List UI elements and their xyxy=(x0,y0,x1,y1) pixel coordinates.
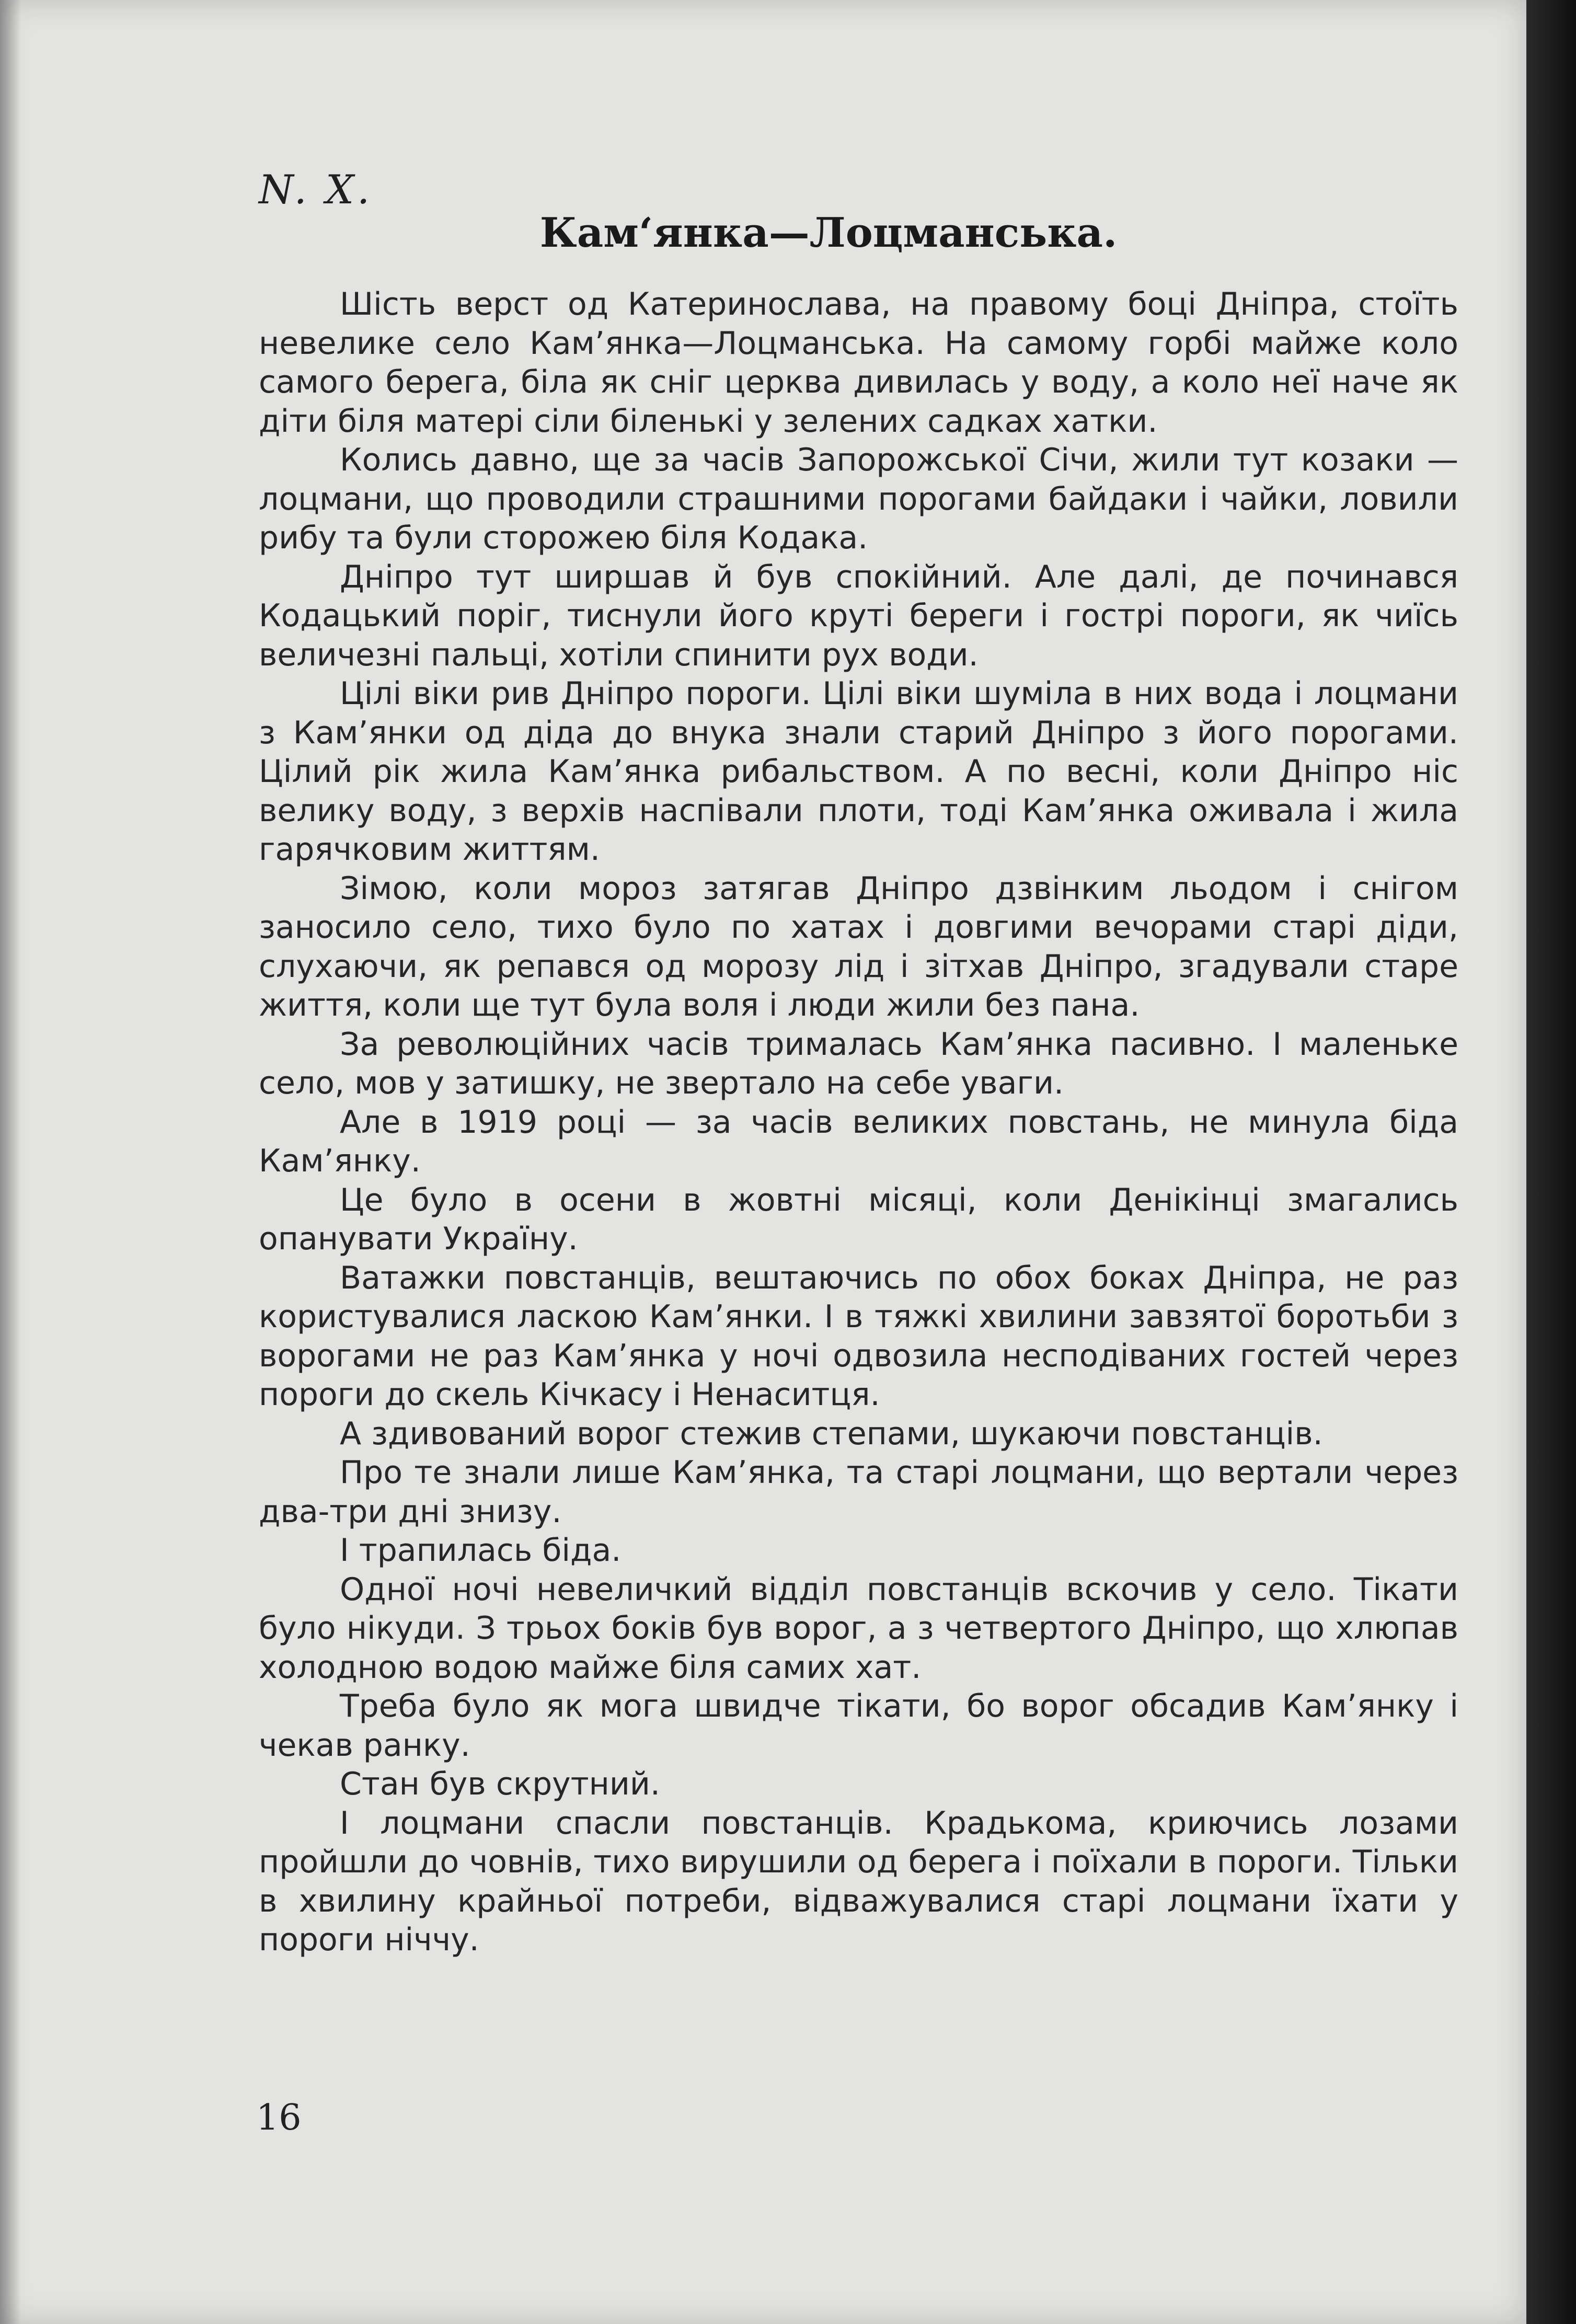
page-gutter-shadow xyxy=(0,0,21,2324)
paragraph: Зімою, коли мороз затягав Дніпро дзвінким льодом і снігом заносило село, тихо було по хатах і довгими вечорами старі діди, слухаючи, як репався од морозу лід і зітхав Дніпро, згадували старе життя, коли ще тут була воля і люди жили без пана. xyxy=(259,870,1458,1023)
paragraph: Одної ночі невеличкий відділ повстанців вскочив у село. Тікати було нікуди. З трьох боків був ворог, а з четвертого Дніпро, що хлюпав холодною водою майже біля самих хат. xyxy=(259,1571,1458,1686)
book-spine-edge xyxy=(1526,0,1576,2324)
paragraph: Цілі віки рив Дніпро пороги. Цілі віки шуміла в них вода і лоцмани з Кам’янки од діда до внука знали старий Дніпро з його порогами. Цілий рік жила Кам’янка рибальством. А по весні, коли Дніпро ніс велику воду, з верхів наспівали плоти, тоді Кам’янка оживала і жила гарячковим життям. xyxy=(259,675,1458,868)
paragraph: І лоцмани спасли повстанців. Крадькома, криючись лозами пройшли до човнів, тихо вирушили од берега і поїхали в пороги. Тільки в хвилину крайньої потреби, відважувалися старі лоцмани їхати у пороги ніччу. xyxy=(259,1804,1458,1958)
chapter-title: Кам‘янка—Лоцманська. xyxy=(539,209,1118,257)
paragraph: Про те знали лише Кам’янка, та старі лоцмани, що вертали через два-три дні знизу. xyxy=(259,1454,1458,1530)
paragraph: За революційних часів трималась Кам’янка пасивно. І маленьке село, мов у затишку, не звертало на себе уваги. xyxy=(259,1026,1458,1101)
paragraph: Шість верст од Катеринослава, на правому боці Дніпра, стоїть невелике село Кам’янка—Лоцманська. На самому горбі майже коло самого берега, біла як сніг церква дивилась у воду, а коло неї наче як діти біля матері сіли біленькі у зелених садках хатки. xyxy=(259,286,1458,440)
paragraph: А здивований ворог стежив степами, шукаючи повстанців. xyxy=(340,1415,1323,1452)
paragraph: Стан був скрутний. xyxy=(340,1766,660,1802)
paragraph: Ватажки повстанців, вештаючись по обох боках Дніпра, не раз користувалися ласкою Кам’янки. І в тяжкі хвилини завзятої боротьби з ворогами не раз Кам’янка у ночі одвозила несподіваних гостей через пороги до скель Кічкасу і Ненаситця. xyxy=(259,1259,1458,1413)
paragraph: Але в 1919 році — за часів великих повстань, не минула біда Кам’янку. xyxy=(259,1103,1458,1179)
author-initials: N. X. xyxy=(259,166,373,213)
paragraph: Дніпро тут ширшав й був спокійний. Але далі, де починався Кодацький поріг, тиснули його круті береги і гострі пороги, як чиїсь величезні пальці, хотіли спинити рух води. xyxy=(259,558,1458,673)
page-number: 16 xyxy=(256,2097,302,2138)
paragraph: Треба було як мога швидче тікати, бо ворог обсадив Кам’янку і чекав ранку. xyxy=(259,1688,1458,1764)
paragraph: І трапилась біда. xyxy=(340,1532,622,1569)
paragraph: Це було в осени в жовтні місяці, коли Денікінці змагались опанувати Україну. xyxy=(259,1181,1458,1257)
paragraph: Колись давно, ще за часів Запорожської Січи, жили тут козаки — лоцмани, що проводили страшними порогами байдаки і чайки, ловили рибу та були сторожею біля Кодака. xyxy=(259,442,1458,556)
article-body xyxy=(259,285,1458,1960)
